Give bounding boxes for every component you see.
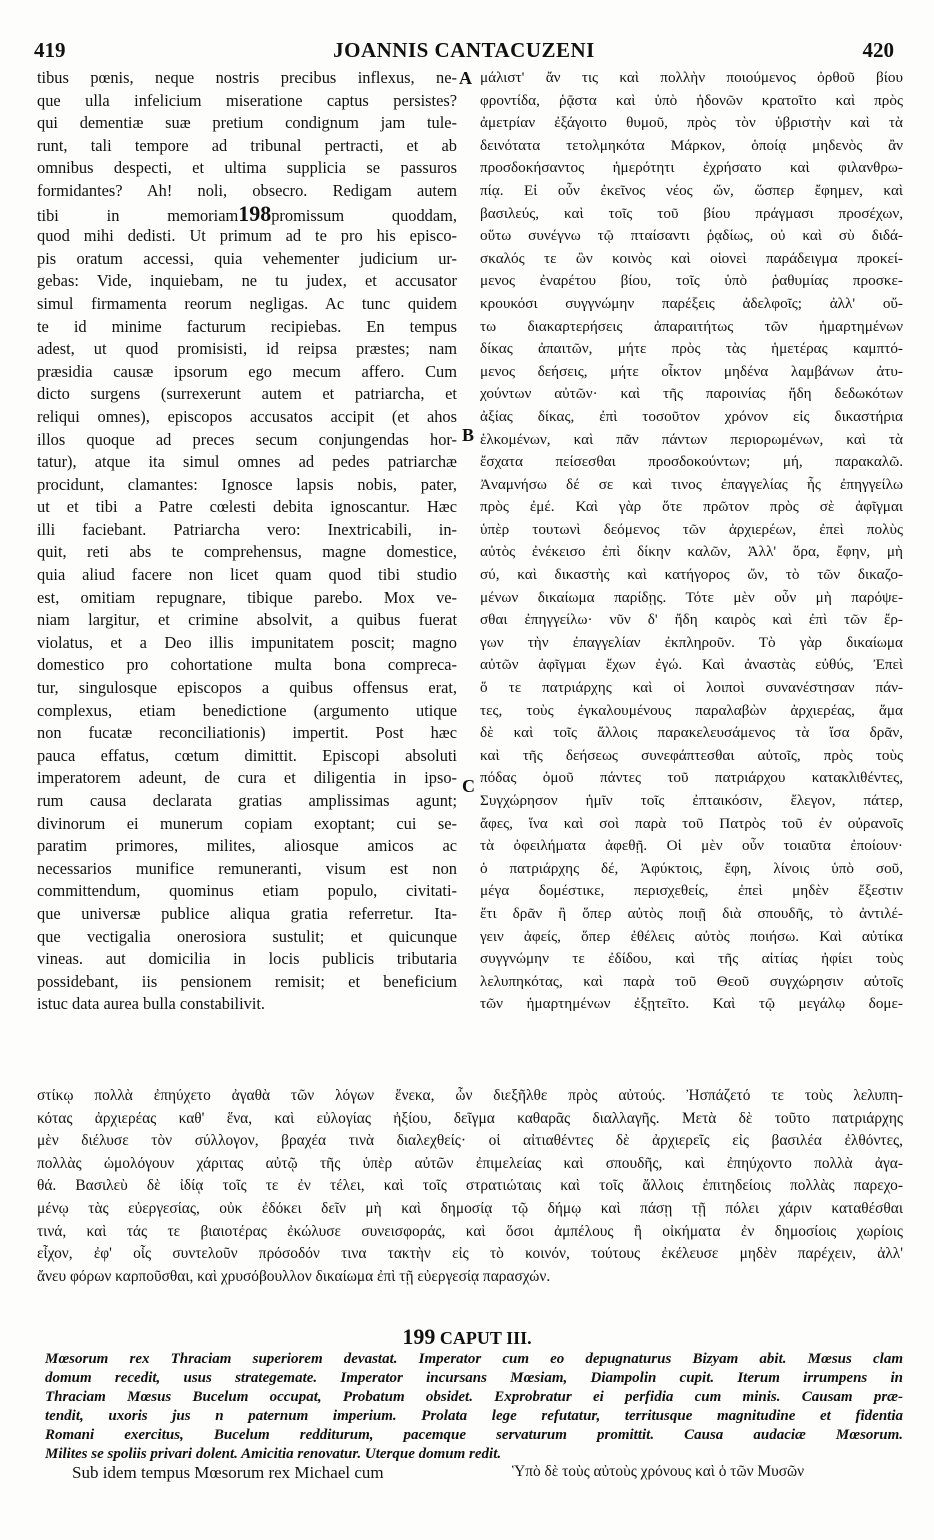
greek-line: ἀμετρίαν ἐξάγοιτο θυμοῦ, πρὸς τὸν ὑβριστὴν καὶ τὰ <box>480 114 903 132</box>
greek-line: δίκας ἀπαιτῶν, μήτε πρὸς τὰς ἡμετέρας καμπτό- <box>480 340 903 358</box>
latin-line: illos quoque ad preces secum conjungendas hor- <box>37 429 457 449</box>
greek-line: τω διακαρτερήσεις ἀπαραιτήτως τῶν ἡμαρτημένων <box>480 317 903 335</box>
page-number-left: 419 <box>34 38 66 62</box>
greek-line: ἄφες, ἵνα καὶ σοὶ παρὰ τοῦ Πατρὸς τοῦ ἐν οὐρανοῖς <box>480 814 903 832</box>
greek-line: μὲν διέλυσε τὸν σύλλογον, βραχέα τινὰ διαλεχθείς· οἱ αἰτιαθέντες δὲ ἀρχιερεῖς εἰς βασιλέα ἐλθόντες, <box>37 1132 903 1150</box>
greek-line: γων τὴν ἐπαγγελίαν ἐκπληροῦν. Τὸ γὰρ δικαίωμα <box>480 633 903 651</box>
greek-line: θά. Βασιλεὺ δὲ ἰδίᾳ τοῖς τε ἐν τέλει, καὶ τοῖς στρατιώταις καὶ τοῖς ἄλλοις ἐπιτηδείοις πολλὰς παρεχο- <box>37 1177 903 1195</box>
latin-line: præsidia causæ ipsorum ego mecum affero. Cum <box>37 361 457 381</box>
greek-line: μενος δεήσεις, μήτε οἶκτον μηδένα λαμβάνων ἀτυ- <box>480 362 903 380</box>
margin-letter-c: C <box>462 776 475 796</box>
latin-line: niam largitur, et crimine absolvit, a quibus fuerat <box>37 610 457 630</box>
greek-line: ὁ πατριάρχης δέ, Ἀφύκτοις, ἔφη, λίνοις ὑπὸ σοῦ, <box>480 859 903 877</box>
page-number-right: 420 <box>862 38 894 62</box>
greek-line: μένῳ τὰς εὐεργεσίας, οὐκ ἐδόκει δεῖν μὴ καὶ δημοσίᾳ τῷ δήμῳ καὶ πάσῃ τῇ πόλει χάριν καταθέσθαι <box>37 1199 903 1217</box>
latin-line: committendum, quominus etiam populo, civitati- <box>37 881 457 901</box>
chapter-number: 199 <box>402 1324 436 1349</box>
greek-line: προσδοκήσαντος ἡμερότητι ἐχρήσατο καὶ φιλανθρω- <box>480 159 903 177</box>
greek-column <box>480 67 903 1016</box>
greek-line: μένων δικαίωμα παρίδῃς. Τότε μὲν οὖν μὴ παρόψε- <box>480 588 903 606</box>
latin-line: simul firmamenta reorum negligas. Ac tunc quidem <box>37 293 457 313</box>
latin-line: runt, tali tempore ad tribunal pertracti, et ab <box>37 135 457 155</box>
greek-line: ὅ τε πατριάρχης καὶ οἱ λοιποὶ συνανέστησαν πάν- <box>480 679 903 697</box>
latin-line: que universæ publice aliqua gratia referretur. Ita- <box>37 903 457 923</box>
greek-line: τὰ ὀφειλήματα ἀφεθῇ. Οἱ μὲν οὖν τοιαῦτα ἐποίουν· <box>480 837 903 855</box>
latin-line: procidunt, clamantes: Ignosce lapsis nobis, pater, <box>37 474 457 494</box>
greek-line: ἔσχατα πείσεσθαι προσδοκούντων; μή, παρακαλῶ. <box>480 453 903 471</box>
latin-line: qui dementiæ suæ pretium condignum jam tule- <box>37 113 457 133</box>
greek-line: αὐτῶν ἀφῖγμαι ἔχων ἐγώ. Καὶ ἀναστὰς εὐθύς, Ἐπεὶ <box>480 656 903 674</box>
latin-line: complexus, etiam benedictione (argumento utique <box>37 700 457 720</box>
greek-line: ἑλκομένων, καὶ πᾶν πάντων περιορωμένων, καὶ τὰ <box>480 430 903 448</box>
greek-line: μάλιστ' ἄν τις καὶ πολλὴν ποιούμενος ὀρθοῦ βίου <box>480 69 903 86</box>
latin-line: istuc data aurea bulla constabilivit. <box>37 994 266 1014</box>
greek-line: μέγα δομέστικε, περισχεθείς, ἐπεὶ μηδὲν ἔξεστιν <box>480 882 903 900</box>
latin-line: adest, ut quod promisisti, id reipsa præstes; nam <box>37 339 457 359</box>
greek-line: φροντίδα, ῥᾷστα καὶ ὑπὸ ἡδονῶν κρατοῖτο καὶ πρὸς <box>480 91 903 109</box>
latin-line: ut et tibi a Patre cœlesti debita ignoscantur. Hæc <box>37 497 457 517</box>
summary-line: Thraciam Mœsus Bucelum occupat, Probatum obsidet. Exprobratur ei perfidia cum minis. Causam præ- <box>45 1389 903 1405</box>
latin-line: quia aliud facere non licet quam quod tibi studio <box>37 565 457 585</box>
latin-line: violatus, et a Deo illis impunitatem poscit; magno <box>37 632 457 652</box>
latin-line: dicto surgens (surrexerunt autem et patriarcha, et <box>37 384 457 404</box>
greek-line: βασιλεύς, καὶ τοῖς τοῦ βίου πράγμασι προσέχων, <box>480 204 903 222</box>
greek-line: Συγχώρησον ἡμῖν τοῖς ἐπταικόσιν, ἔλεγον, πάτερ, <box>480 792 903 809</box>
latin-line: non fucatæ reconciliationis) impertit. Post hæc <box>37 723 457 743</box>
summary-line: Romani exercitus, Bucelum redditurum, pacemque servaturum promittit. Causa audaciæ Mœsorum. <box>45 1427 903 1443</box>
latin-line: divinorum ei munerum copiam exoptant; cui se- <box>37 813 457 833</box>
greek-line: τῶν ἡμαρτημένων ἐξῃτεῖτο. Καὶ τῷ μεγάλῳ δομε- <box>480 995 903 1013</box>
latin-line: formidantes? Ah! noli, obsecro. Redigam autem <box>37 180 457 200</box>
latin-line: reliqui omnes), episcopos accusatos accipit (et ahos <box>37 406 457 426</box>
greek-line: οὕτω συνέγνω τῷ πταίσαντι ῥᾳδίως, οὐ καὶ σὺ διδά- <box>480 227 903 245</box>
greek-line: μενος ἐναρέτου βίου, τοῖς ὑπὸ ῥαθυμίας προσκε- <box>480 272 903 290</box>
greek-line: ὑπὲρ τουτωνὶ δεόμενος τῶν ἀρχιερέων, ἐπεὶ πολὺς <box>480 520 903 538</box>
greek-line: κότας ἀρχιερέας καθ' ἕνα, καὶ εὐλογίας ἠξίου, δεῖγμα καθαρᾶς διαλλαγῆς. Μετὰ δὲ τοῦτο πατριάρχης <box>37 1109 903 1127</box>
greek-line: εἶχον, ἐφ' οἷς συντελοῦν πρόσοδόν τινα τακτὴν εἰς τὸ κοινόν, τούτους ἐκέλευσε μηδὲν παρέχειν, ἀλλ' <box>37 1245 903 1263</box>
summary-line: domum recedit, usus strategemate. Imperator incursans Mœsiam, Diampolin cupit. Iterum irrumpens in <box>45 1370 903 1386</box>
latin-line: pauca effatus, cœtum dimittit. Episcopi absoluti <box>37 745 457 765</box>
greek-line: πόδας ὁμοῦ πάντες τοῦ πατριάρχου κατακλιθέντες, <box>480 769 903 787</box>
latin-line: paratim primores, milites, aliosque amicos ac <box>37 836 457 856</box>
latin-line: rum causa declarata gratias amplissimas agunt; <box>37 791 457 810</box>
greek-full-width-text <box>37 1085 903 1288</box>
greek-line: σύ, καὶ δικαστὴς καὶ κατήγορος ὤν, τὸ τῶν δικαζο- <box>480 566 903 584</box>
greek-line: δὲ καὶ τοῖς ἄλλοις παρακελευσάμενος τὰ ἴσα δρᾶν, <box>480 724 903 742</box>
latin-line: tibus pœnis, neque nostris precibus inflexus, ne- <box>37 68 457 87</box>
latin-line: necessarios munifice remuneranti, visum est non <box>37 858 457 878</box>
latin-line: tur, singulosque episcopos a quibus offensus erat, <box>37 678 457 698</box>
latin-line: gebas: Vide, inquiebam, ne tu judex, et accusator <box>37 271 457 291</box>
latin-column <box>37 67 457 1016</box>
greek-line: πρὸς ἐμέ. Καὶ γὰρ ὅτε πρῶτον πρὸς σὲ ἀφῖγμαι <box>480 498 903 516</box>
latin-line <box>37 203 457 226</box>
latin-line: est, omitiam repugnare, tibique parebo. Mox ve- <box>37 587 457 607</box>
latin-line: illi faciebant. Patriarcha vero: Inextricabili, in- <box>37 519 457 539</box>
latin-line: te id minime facturum recipiebas. En tempus <box>37 316 457 336</box>
latin-line: vineas. aut domicilia in locis publicis tributaria <box>37 949 457 969</box>
greek-line: ἔτι δρᾶν ἢ ὅπερ αὐτὸς ποιῇ διὰ σπουδῆς, τὸ ἀντιλέ- <box>480 904 903 922</box>
latin-line: quit, reti abs te comprehensus, magne domestice, <box>37 542 457 562</box>
latin-text-fragment: tibi in memoriam <box>37 205 239 225</box>
greek-line: αὐτὸς ἐνέκεισο ἐπὶ δίκην καλῶν, Ἀλλ' ὅρα, ἔφην, μὴ <box>480 543 903 561</box>
latin-line: tatur), atque ita simul omnes ad pedes patriarchæ <box>37 452 457 472</box>
greek-line: χούντων αὐτῶν· καὶ τῆς παροινίας ἤδη δεδωκότων <box>480 385 903 403</box>
latin-line: pis oratum accessi, quia vehementer judicium ur- <box>37 248 457 268</box>
greek-line: συγγνώμην τε ἐδίδου, καὶ τῆς αἰτίας ἠφίει τοὺς <box>480 950 903 968</box>
greek-line: σκαλός τε ὢν κοινὸς καὶ οἱονεὶ παράδειγμα προκεί- <box>480 249 903 267</box>
greek-line: ἀξίας δίκας, ἐπὶ τοσοῦτον χρόνον εἰς δικαστήρια <box>480 407 903 425</box>
greek-line: πίᾳ. Εἰ οὖν ἐκεῖνος νέος ὤν, ὥσπερ ἔφημεν, καὶ <box>480 181 903 199</box>
greek-line: δεινότατα τετολμηκότα Μάρκον, ὁποίᾳ μηδενὸς ἂν <box>480 136 903 154</box>
greek-line: λελυπηκότας, καὶ παρὰ τοῦ Θεοῦ συγχώρησιν αὐτοῖς <box>480 972 903 990</box>
latin-line: possidebant, iis pensionem remisit; et beneficium <box>37 971 457 991</box>
greek-line: τες, τοὺς ἐγκαλουμένους παραλαβὼν ἀρχιερέας, ἅμα <box>480 701 903 719</box>
summary-line: tendit, uxoris jus n paternum imperium. Prolata lege refutatur, territusque magnitudine et fidentia <box>45 1408 903 1424</box>
latin-line: imperatorem adeunt, de cura et diligentia in ipso- <box>37 768 457 788</box>
greek-line: τινά, καὶ τάς τε βιαιοτέρας ἐκώλυσε συνεισφοράς, καὶ ὅσοι ἀμπέλους ἢ οἰκήματα ἐν δημοσίοις χωρίοις <box>37 1222 903 1240</box>
latin-chapter-start: Sub idem tempus Mœsorum rex Michael cum <box>72 1463 384 1482</box>
greek-line: καὶ τῆς δεήσεως συνεφάπτεσθαι αὐτοῖς, πρὸς τοὺς <box>480 746 903 764</box>
summary-line: Mœsorum rex Thraciam superiorem devastat. Imperator cum eo depugnaturus Bizyam abit. Mœsus clam <box>45 1351 903 1367</box>
latin-line: quod mihi dedisti. Ut primum ad te pro his episco- <box>37 226 457 246</box>
latin-line: omnibus despecti, et ultima supplicia se passuros <box>37 158 457 178</box>
greek-line: στίκῳ πολλὰ ἐπηύχετο ἀγαθὰ τῶν λόγων ἕνεκα, ὧν διεξῆλθε πρὸς αὐτούς. Ἠσπάζετό τε τοὺς λελυπη- <box>37 1087 903 1104</box>
latin-text-fragment: promissum quoddam, <box>271 205 457 225</box>
greek-line: γειν ἀφείς, ὅπερ ἐθέλεις αὐτὸς ποιήσω. Καὶ αὐτίκα <box>480 927 903 945</box>
greek-line: ἄνευ φόρων καρποῦσθαι, καὶ χρυσόβουλλον δικαίωμα ἐπὶ τῇ εὐεργεσίᾳ παρασχών. <box>37 1267 551 1285</box>
greek-chapter-start: Ὑπὸ δὲ τοὺς αὐτοὺς χρόνους καὶ ὁ τῶν Μυσῶν <box>512 1463 805 1480</box>
chapter-summary <box>45 1350 903 1464</box>
page-header <box>34 38 894 64</box>
latin-line: que vectigalia onerosiora sustulit; et quicunque <box>37 926 457 946</box>
margin-letter-b: B <box>462 425 475 445</box>
greek-line: Ἀναμνήσω δέ σε καὶ τινος ἐπαγγελίας ἧς ἐπηγγείλω <box>480 475 903 493</box>
greek-line: κρουκόσι συγγνώμην παρέξεις ἀδελφοῖς; ἀλλ' οὔ- <box>480 294 903 312</box>
summary-line: Milites se spoliis privari dolent. Amicitia renovatur. Uterque domum redit. <box>45 1446 502 1462</box>
greek-line: πολλὰς ὡμολόγουν χάριτας αὐτῷ τῆς ὑπὲρ αὐτῶν ἐπιμελείας καὶ σπουδῆς, καὶ ἐπηύχοντο πολλὰ ἀγα- <box>37 1154 903 1172</box>
chapter-title: CAPUT III. <box>439 1328 532 1348</box>
margin-letter-a: A <box>459 68 472 88</box>
running-title: JOANNIS CANTACUZENI <box>333 38 595 62</box>
greek-line: σθαι ἐπηγγείλω· νῦν δ' ἤδη καιρὸς καὶ ἐπὶ τῶν ἔρ- <box>480 611 903 629</box>
latin-line: que ulla infelicium miseratione captus persistes? <box>37 90 457 110</box>
chapter-heading <box>0 1324 934 1350</box>
page-marker-number: 198 <box>238 202 272 226</box>
latin-line: domestico pro cohortatione multa bona compreca- <box>37 655 457 675</box>
